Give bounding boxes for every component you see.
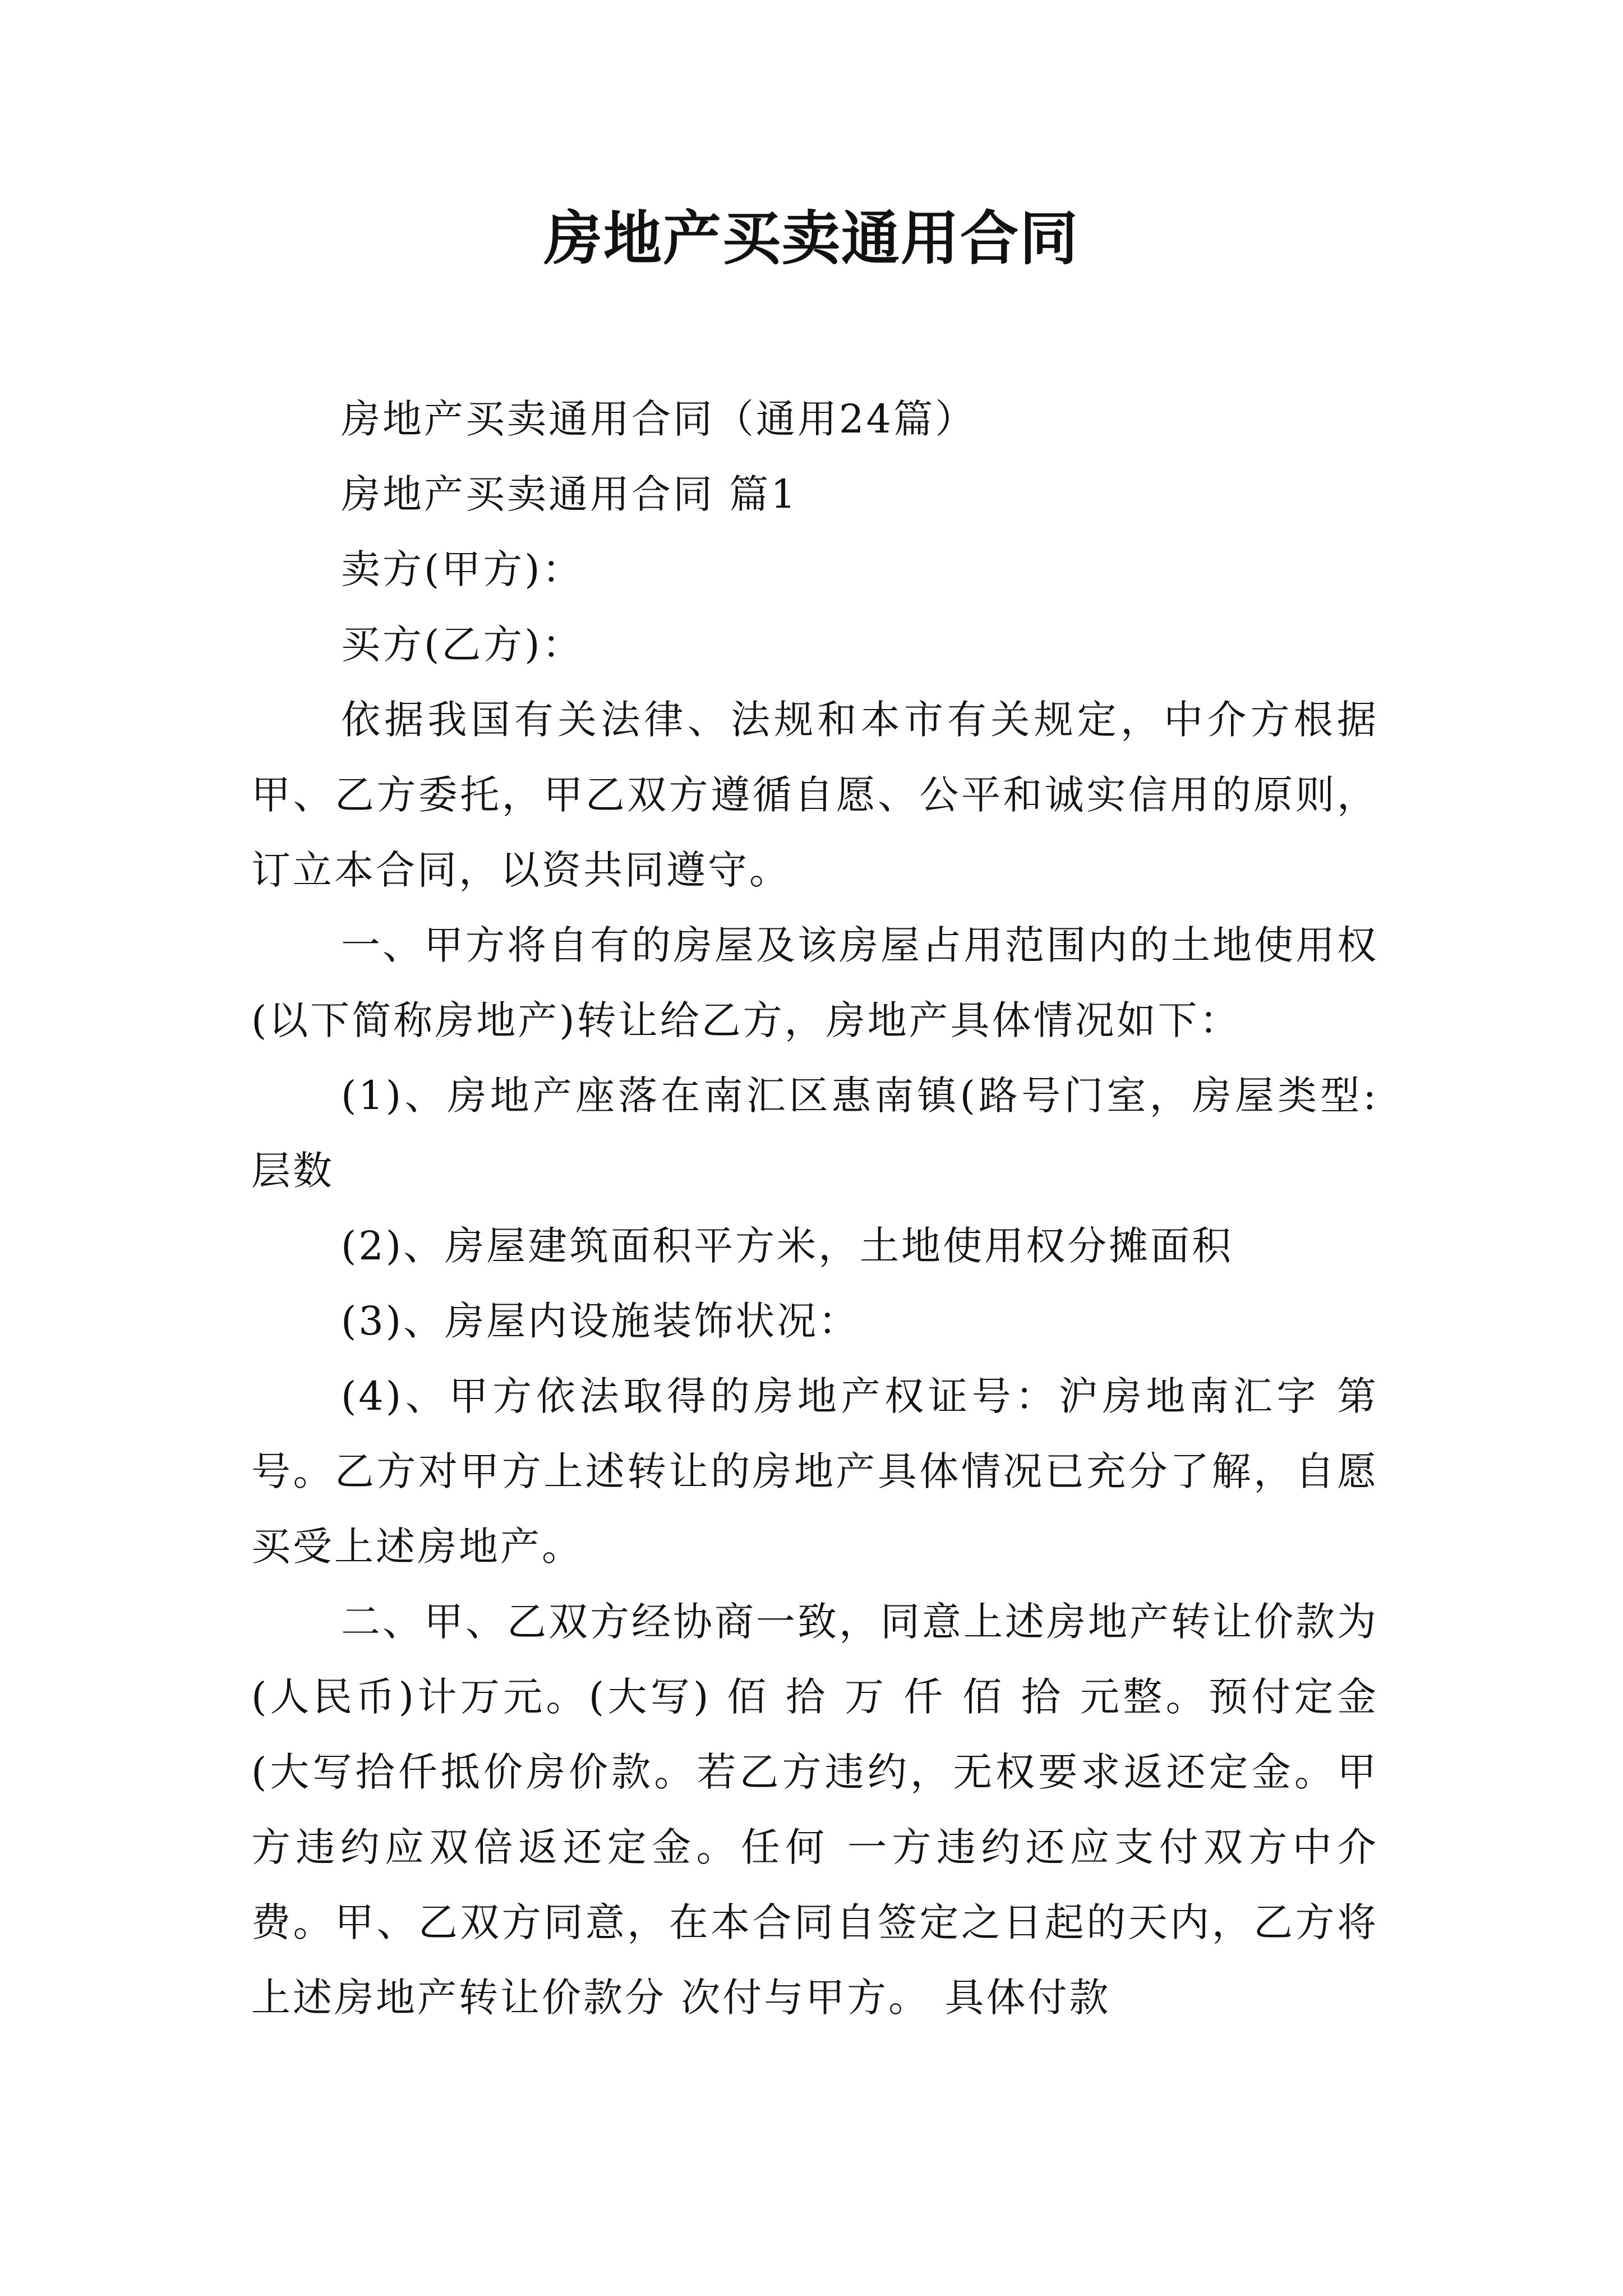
document-body bbox=[251, 381, 1378, 2035]
paragraph-clause-2: 二、甲、乙双方经协商一致，同意上述房地产转让价款为(人民币)计万元。(大写) 佰 拾 万 仟 佰 拾 元整。预付定金(大写拾仟抵价房价款。若乙方违约，无权要求返还定金。甲方违约应双倍返还定金。任何 一方违约还应支付双方中介费。甲、乙双方同意，在本合同自签定之日起的天内，乙方将上述房地产转让价款分 次付与甲方。 具体付款 bbox=[251, 1599, 1378, 2021]
paragraph-preamble: 依据我国有关法律、法规和本市有关规定，中介方根据甲、乙方委托，甲乙双方遵循自愿、公平和诚实信用的原则，订立本合同，以资共同遵守。 bbox=[251, 697, 1378, 893]
paragraph-item-1: (1)、房地产座落在南汇区惠南镇(路号门室，房屋类型:层数 bbox=[251, 1073, 1378, 1194]
paragraph-clause-1: 一、甲方将自有的房屋及该房屋占用范围内的土地使用权(以下简称房地产)转让给乙方，房地产具体情况如下： bbox=[251, 922, 1378, 1043]
paragraph-item-4: (4)、甲方依法取得的房地产权证号：沪房地南汇字 第号。乙方对甲方上述转让的房地产具体情况已充分了解，自愿买受上述房地产。 bbox=[251, 1373, 1378, 1570]
paragraph-section-heading: 房地产买卖通用合同 篇1 bbox=[341, 471, 798, 517]
document-title: 房地产买卖通用合同 bbox=[543, 204, 1079, 273]
paragraph-buyer: 买方(乙方)： bbox=[341, 622, 584, 668]
paragraph-item-2: (2)、房屋建筑面积平方米，土地使用权分摊面积 bbox=[341, 1223, 1234, 1269]
paragraph-subtitle: 房地产买卖通用合同（通用24篇） bbox=[341, 396, 977, 442]
paragraph-seller: 卖方(甲方)： bbox=[341, 546, 584, 592]
paragraph-item-3: (3)、房屋内设施装饰状况： bbox=[341, 1298, 860, 1344]
